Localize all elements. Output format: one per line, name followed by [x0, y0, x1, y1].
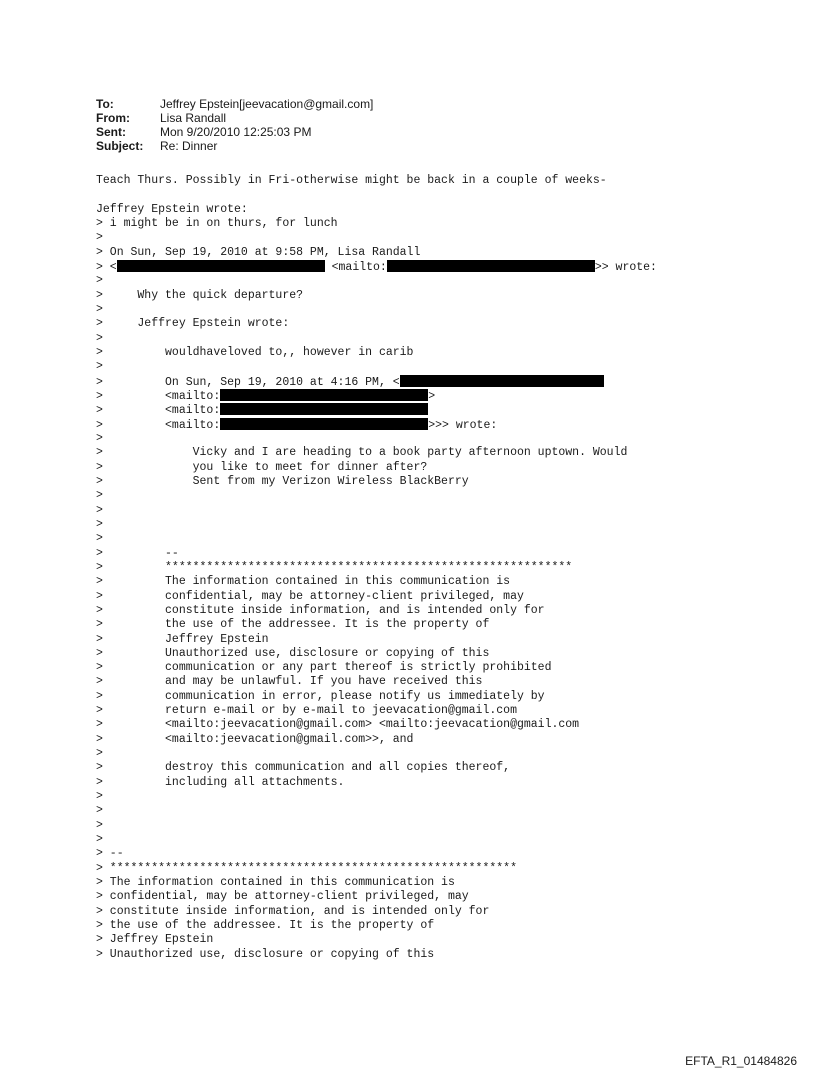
- from-value: Lisa Randall: [160, 111, 227, 125]
- body-text: >: [96, 489, 103, 503]
- body-line: [96, 647, 657, 661]
- redaction-box: [220, 403, 428, 415]
- body-text: >: [96, 532, 103, 546]
- redaction-box: [117, 260, 325, 272]
- body-line: [96, 776, 657, 790]
- redaction-box: [387, 260, 595, 272]
- body-line: [96, 317, 657, 331]
- body-line: [96, 905, 657, 919]
- body-line: [96, 790, 657, 804]
- to-label: To:: [96, 97, 114, 111]
- sent-row: [96, 125, 373, 139]
- from-row: [96, 111, 373, 125]
- document-id: EFTA_R1_01484826: [685, 1054, 797, 1068]
- redaction-box: [220, 389, 428, 401]
- body-line: [96, 761, 657, 775]
- body-text: > confidential, may be attorney-client privileged, may: [96, 890, 469, 904]
- body-line: [96, 690, 657, 704]
- body-text: >: [96, 331, 103, 345]
- body-line: [96, 804, 657, 818]
- body-text: > return e-mail or by e-mail to jeevacation@gmail.com: [96, 704, 517, 718]
- body-text: > --: [96, 847, 124, 861]
- body-text: > <mailto:jeevacation@gmail.com>>, and: [96, 732, 414, 746]
- body-line: [96, 747, 657, 761]
- body-line: [96, 203, 657, 217]
- sent-label: Sent:: [96, 125, 126, 139]
- from-label: From:: [96, 111, 130, 125]
- body-text: > Sent from my Verizon Wireless BlackBerry: [96, 474, 469, 488]
- body-line: [96, 375, 657, 389]
- body-text: >: [96, 833, 103, 847]
- redaction-box: [400, 375, 604, 387]
- email-body: [96, 174, 657, 962]
- body-text: > ***********************************************************: [96, 560, 573, 574]
- body-line: [96, 504, 657, 518]
- body-line: [96, 389, 657, 403]
- body-text: > destroy this communication and all copies thereof,: [96, 761, 511, 775]
- body-text: Jeffrey Epstein wrote:: [96, 202, 248, 216]
- body-line: [96, 461, 657, 475]
- body-line: [96, 618, 657, 632]
- body-text: >: [428, 389, 436, 403]
- subject-label: Subject:: [96, 139, 144, 153]
- body-line: [96, 604, 657, 618]
- body-text: > <: [96, 260, 117, 274]
- body-line: [96, 847, 657, 861]
- body-text: >: [96, 431, 103, 445]
- body-line: [96, 174, 657, 188]
- body-text: >: [96, 517, 103, 531]
- body-text: > and may be unlawful. If you have received this: [96, 675, 483, 689]
- body-line: [96, 633, 657, 647]
- body-line: [96, 432, 657, 446]
- subject-row: [96, 139, 373, 153]
- body-line: [96, 532, 657, 546]
- body-line: [96, 217, 657, 231]
- body-text: > <mailto:jeevacation@gmail.com> <mailto:jeevacation@gmail.com: [96, 718, 580, 732]
- body-text: > On Sun, Sep 19, 2010 at 4:16 PM, <: [96, 375, 400, 389]
- body-text: > constitute inside information, and is intended only for: [96, 603, 545, 617]
- body-text: > ***********************************************************: [96, 861, 517, 875]
- body-line: [96, 590, 657, 604]
- body-line: [96, 188, 657, 202]
- redaction-box: [220, 418, 428, 430]
- body-text: > <mailto:: [96, 389, 221, 403]
- body-line: [96, 303, 657, 317]
- body-text: > Unauthorized use, disclosure or copying of this: [96, 947, 435, 961]
- body-text: >: [96, 231, 103, 245]
- body-line: [96, 890, 657, 904]
- body-text: > including all attachments.: [96, 775, 345, 789]
- body-text: > Why the quick departure?: [96, 288, 304, 302]
- body-text: > Unauthorized use, disclosure or copying of this: [96, 646, 490, 660]
- body-line: [96, 733, 657, 747]
- body-text: > communication in error, please notify us immediately by: [96, 689, 545, 703]
- body-line: [96, 403, 657, 417]
- body-line: [96, 346, 657, 360]
- body-text: > wouldhaveloved to,, however in carib: [96, 345, 414, 359]
- body-line: [96, 489, 657, 503]
- body-text: >: [96, 804, 103, 818]
- body-text: > i might be in on thurs, for lunch: [96, 216, 338, 230]
- body-line: [96, 260, 657, 274]
- body-text: >>> wrote:: [428, 418, 498, 432]
- body-text: > <mailto:: [96, 418, 221, 432]
- body-text: > <mailto:: [96, 404, 221, 418]
- body-text: > the use of the addressee. It is the property of: [96, 618, 490, 632]
- body-line: [96, 360, 657, 374]
- body-line: [96, 475, 657, 489]
- body-line: [96, 561, 657, 575]
- body-line: [96, 933, 657, 947]
- to-row: [96, 97, 373, 111]
- body-line: [96, 274, 657, 288]
- body-line: [96, 876, 657, 890]
- body-text: Teach Thurs. Possibly in Fri-otherwise might be back in a couple of weeks-: [96, 174, 607, 187]
- body-text: >: [96, 790, 103, 804]
- body-text: <mailto:: [324, 260, 387, 274]
- body-line: [96, 718, 657, 732]
- to-value: Jeffrey Epstein[jeevacation@gmail.com]: [160, 97, 374, 111]
- body-line: [96, 289, 657, 303]
- body-line: [96, 675, 657, 689]
- body-line: [96, 575, 657, 589]
- body-text: > Jeffrey Epstein: [96, 933, 214, 947]
- body-text: >: [96, 302, 103, 316]
- body-line: [96, 948, 657, 962]
- body-text: >: [96, 503, 103, 517]
- body-line: [96, 446, 657, 460]
- body-text: > communication or any part thereof is strictly prohibited: [96, 661, 552, 675]
- body-text: >: [96, 274, 103, 288]
- body-line: [96, 919, 657, 933]
- body-line: [96, 833, 657, 847]
- body-line: [96, 518, 657, 532]
- sent-value: Mon 9/20/2010 12:25:03 PM: [160, 125, 312, 139]
- body-line: [96, 704, 657, 718]
- body-text: >: [96, 360, 103, 374]
- body-line: [96, 231, 657, 245]
- body-text: > Jeffrey Epstein wrote:: [96, 317, 290, 331]
- body-text: > The information contained in this communication is: [96, 575, 511, 589]
- body-line: [96, 862, 657, 876]
- body-text: > constitute inside information, and is intended only for: [96, 904, 490, 918]
- body-text: > On Sun, Sep 19, 2010 at 9:58 PM, Lisa Randall: [96, 245, 421, 259]
- subject-value: Re: Dinner: [160, 139, 218, 153]
- body-line: [96, 661, 657, 675]
- body-text: > Vicky and I are heading to a book party afternoon uptown. Would: [96, 446, 628, 460]
- body-text: > confidential, may be attorney-client privileged, may: [96, 589, 524, 603]
- body-text: > --: [96, 546, 179, 560]
- body-text: > the use of the addressee. It is the property of: [96, 919, 435, 933]
- body-text: > Jeffrey Epstein: [96, 632, 269, 646]
- body-line: [96, 418, 657, 432]
- body-text: >: [96, 747, 103, 761]
- body-line: [96, 547, 657, 561]
- body-text: > you like to meet for dinner after?: [96, 460, 428, 474]
- body-line: [96, 332, 657, 346]
- email-header: [96, 97, 373, 153]
- body-line: [96, 246, 657, 260]
- body-text: >: [96, 818, 103, 832]
- body-text: >> wrote:: [594, 260, 657, 274]
- body-line: [96, 819, 657, 833]
- body-text: > The information contained in this communication is: [96, 876, 455, 890]
